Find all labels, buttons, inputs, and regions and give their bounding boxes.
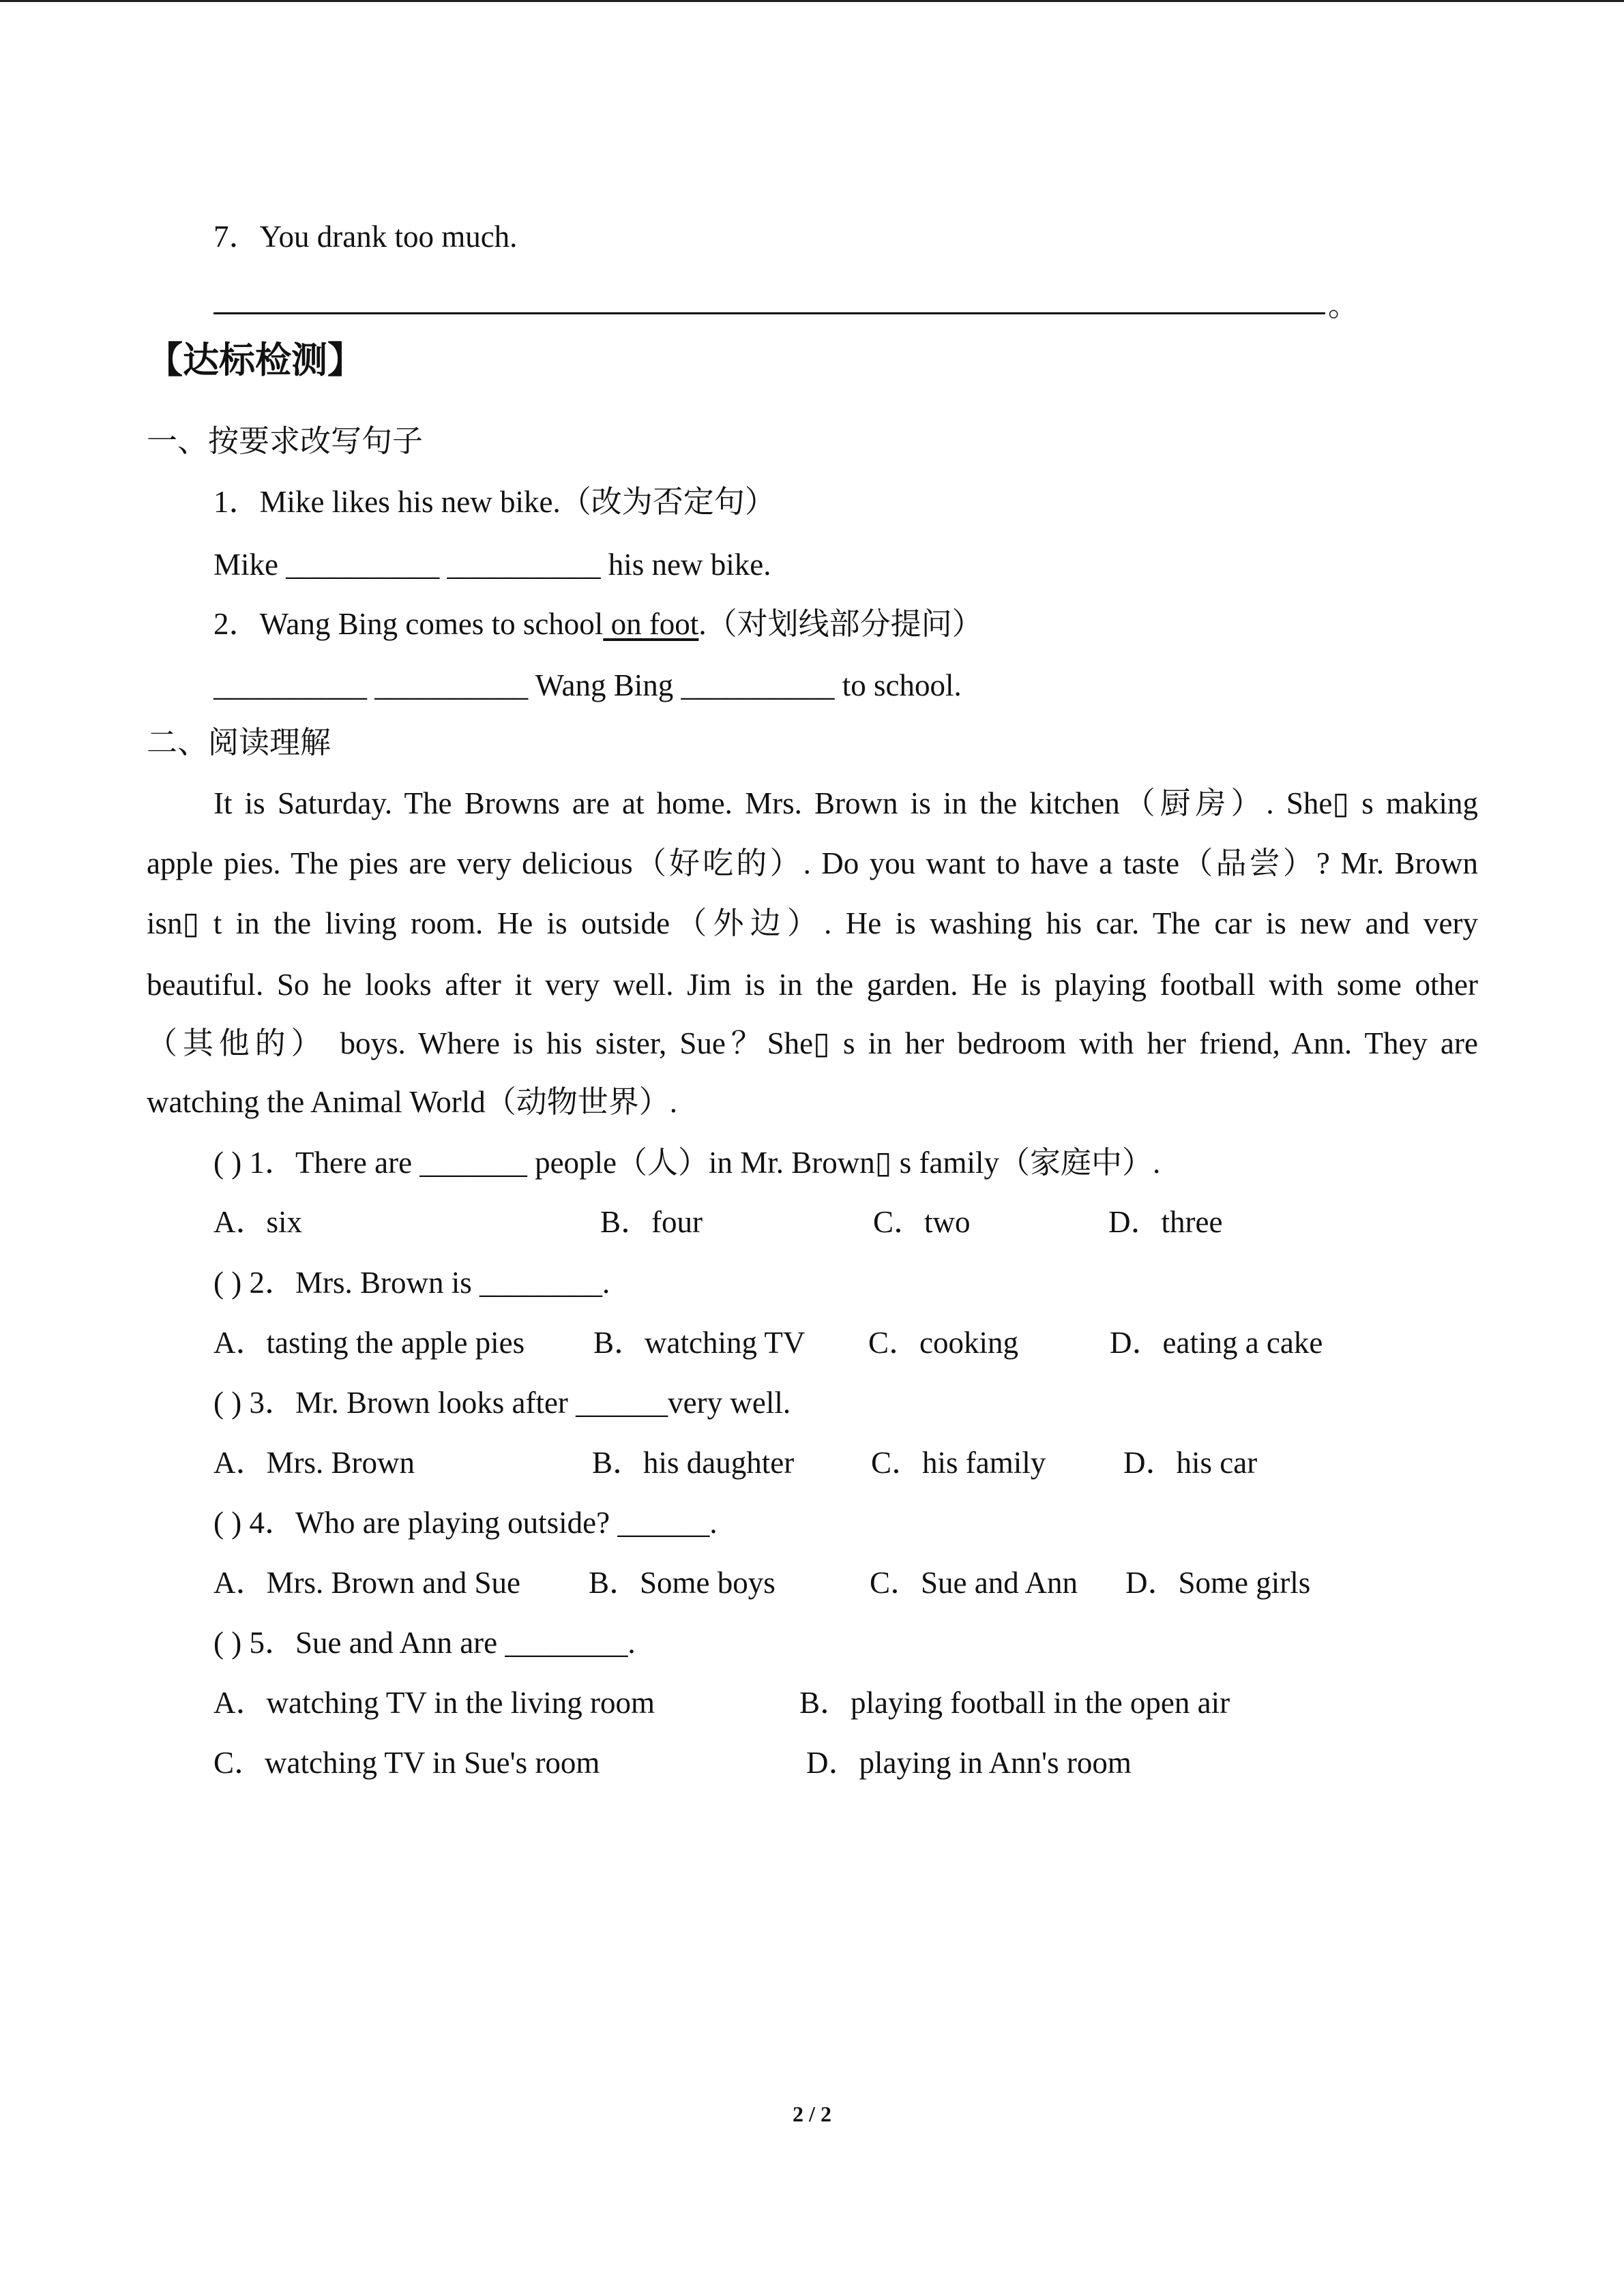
answer-line [213,312,1325,314]
page-number: 2 / 2 [793,2102,831,2126]
option-c: C．two [873,1205,971,1239]
reading-question-5: ( ) 5．Sue and Ann are ________. [213,1626,636,1660]
option-b: B．playing football in the open air [799,1686,1230,1720]
question-2-text: 2．Wang Bing comes to school [213,607,604,641]
part-1-question-1: 1．Mike likes his new bike.（改为否定句） [213,485,776,519]
reading-question-1: ( ) 1．There are _______ people（人）in Mr. Brown▯ s family（家庭中）. [213,1146,1161,1180]
question-7-text: 7．You drank too much. [213,220,518,254]
reading-question-2: ( ) 2．Mrs. Brown is ________. [213,1266,610,1300]
part-1-question-2-answer: __________ __________ Wang Bing __________ to school. [213,668,962,702]
section-heading: 【达标检测】 [147,340,364,381]
option-c: C．Sue and Ann [870,1566,1078,1600]
option-a: A．watching TV in the living room [213,1686,655,1720]
option-d: D．his car [1123,1446,1258,1480]
passage-line: isn▯ t in the living room. He is outside（外边）. He is washing his car. The car is new and very [147,906,1478,940]
top-border-rule [0,0,1624,2]
question-2-underlined-phrase: on foot [603,607,699,641]
question-2-instruction: .（对划线部分提问） [698,607,983,641]
part-2-title: 二、阅读理解 [147,724,331,760]
option-b: B．Some boys [589,1566,776,1600]
reading-question-4: ( ) 4．Who are playing outside? ______. [213,1506,718,1540]
option-b: B．four [600,1205,703,1239]
option-c: C．cooking [868,1326,1018,1360]
option-d: D．three [1108,1205,1223,1239]
answer-line-end-mark: 。 [1328,288,1359,323]
option-a: A．tasting the apple pies [213,1326,525,1360]
option-b: B．his daughter [592,1446,795,1480]
passage-line: It is Saturday. The Browns are at home. Mrs. Brown is in the kitchen（厨房）. She▯ s making [213,786,1478,820]
passage-line: apple pies. The pies are very delicious（好吃的）. Do you want to have a taste（品尝）? Mr. Brown [147,846,1478,880]
part-1-question-1-answer: Mike __________ __________ his new bike. [213,548,771,582]
passage-line: watching the Animal World（动物世界）. [147,1085,677,1119]
option-d: D．playing in Ann's room [806,1746,1132,1780]
option-b: B．watching TV [593,1326,806,1360]
option-c: C．watching TV in Sue's room [213,1746,600,1780]
option-d: D．eating a cake [1110,1326,1323,1360]
option-a: A．Mrs. Brown and Sue [213,1566,520,1600]
option-c: C．his family [871,1446,1046,1480]
passage-line: （其他的） boys. Where is his sister, Sue？She▯ s in her bedroom with her friend, Ann. They are [147,1026,1478,1060]
option-a: A．six [213,1205,303,1239]
passage-line: beautiful. So he looks after it very well. Jim is in the garden. He is playing football with some other [147,968,1478,1002]
option-d: D．Some girls [1125,1566,1311,1600]
option-a: A．Mrs. Brown [213,1446,415,1480]
part-1-question-2 [213,603,983,644]
reading-question-3: ( ) 3．Mr. Brown looks after ______very well. [213,1386,791,1420]
part-1-title: 一、按要求改写句子 [147,423,424,459]
